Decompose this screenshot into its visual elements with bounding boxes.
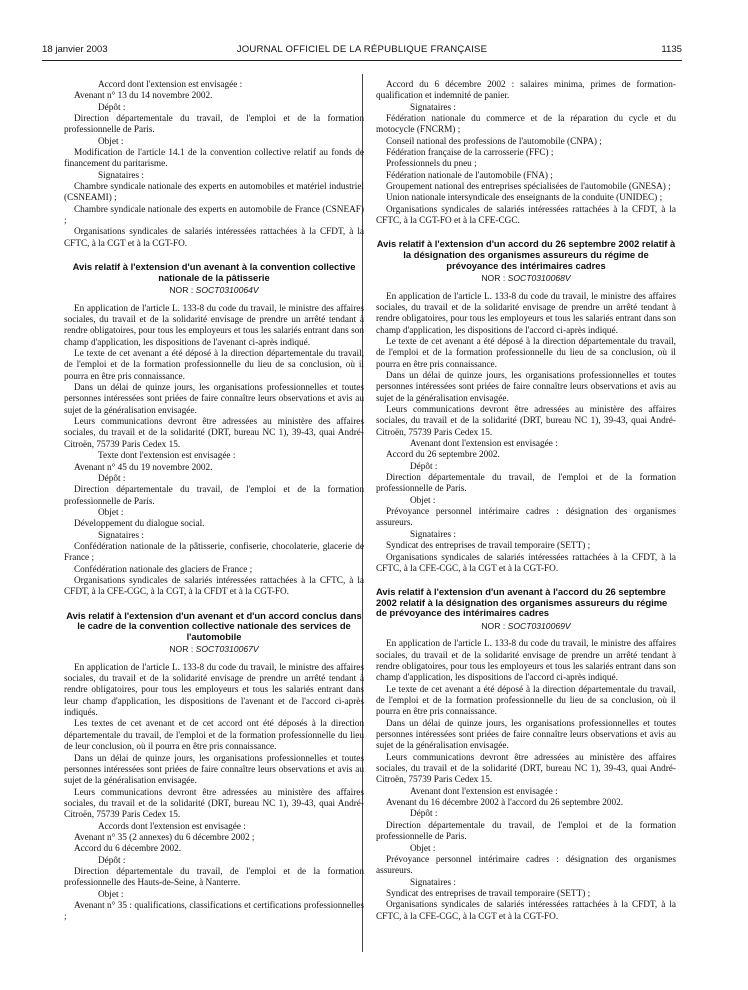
paragraph: Union nationale intersyndicale des enseignants de la conduite (UNIDEC) ; <box>386 193 663 204</box>
paragraph: Direction départementale du travail, de l'emploi et de la formation professionnelle de Paris. <box>64 114 364 136</box>
section-label: Avenant dont l'extension est envisagée : <box>410 439 558 450</box>
paragraph: Prévoyance personnel intérimaire cadres : désignation des organismes assureurs. <box>376 854 676 877</box>
notice-title: Avis relatif à l'extension d'un avenant et d'un accord conclus dans le cadre de la convention collective nationale des services de l'automobile <box>66 609 362 642</box>
nor-reference <box>376 621 676 632</box>
section-label: Accords dont l'extension est envisagée : <box>98 821 246 832</box>
paragraph: Chambre syndicale nationale des experts en automobiles et matériel industriel (CSNEAMI) ; <box>64 182 364 204</box>
nor-label: NOR : <box>169 644 194 655</box>
header-journal-title: JOURNAL OFFICIEL DE LA RÉPUBLIQUE FRANÇAISE <box>236 44 488 55</box>
paragraph: Direction départementale du travail, de l'emploi et de la formation professionnelle de Paris. <box>64 485 364 507</box>
paragraph: Modification de l'article 14.1 de la convention collective relatif au fonds de financement du paritarisme. <box>64 148 364 170</box>
nor-code: SOCT0310067V <box>195 644 259 655</box>
paragraph: Organisations syndicales de salariés intéressées rattachées à la CFDT, à la CFTC, à la CFE-CGC, à la CGT et à la CGT-FO. <box>376 900 676 922</box>
nor-reference <box>64 285 364 296</box>
paragraph: Organisations syndicales de salariés intéressées rattachées à la CFTC, à la CFDT, à la CFE-CGC, à la CGT, à la CFDT et à la CGT-FO. <box>64 575 364 598</box>
paragraph: Le texte de cet avenant a été déposé à la direction départementale du travail, de l'emploi et de la formation professionnelle du lieu de sa conclusion, où il pourra en être pris connaissance. <box>64 349 364 382</box>
paragraph: Dans un délai de quinze jours, les organisations professionnelles et toutes personnes intéressées sont priées de faire connaître leurs observations et avis au sujet de la généralisation envisagée. <box>64 383 364 416</box>
section-label: Signataires : <box>410 529 456 540</box>
section-label: Dépôt : <box>410 461 438 472</box>
paragraph: En application de l'article L. 133-8 du code du travail, le ministre des affaires sociales, du travail et de la solidarité envisage de prendre un arrêté tendant à rendre obligatoires, pour tous les employeurs et tous les salariés entrant dans son champ d'application, les dispositions de l'accord ci-après indiqué. <box>376 639 676 684</box>
paragraph: Organisations syndicales de salariés intéressées rattachées à la CFDT, à la CFTC, à la CGT et à la CGT-FO. <box>64 227 364 249</box>
section-label: Dépôt : <box>98 102 126 113</box>
section-label: Objet : <box>98 136 124 147</box>
paragraph: Direction départementale du travail, de l'emploi et de la formation professionnelle de Paris. <box>376 820 676 843</box>
section-label: Objet : <box>410 843 436 854</box>
section-label: Dépôt : <box>410 809 438 820</box>
section-label: Signataires : <box>410 102 456 113</box>
nor-code: SOCT0310069V <box>507 620 571 631</box>
paragraph: Leurs communications devront être adressées au ministère des affaires sociales, du travail et de la solidarité (DRT, bureau NC 1), 39-43, quai André-Citroën, 75739 Paris Cedex 15. <box>376 405 676 438</box>
paragraph: Le texte de cet avenant a été déposé à la direction départementale du travail, de l'emploi et de la formation professionnelle du lieu de sa conclusion, où il pourra en être pris connaissance. <box>376 684 676 718</box>
paragraph: Leurs communications devront être adressées au ministère des affaires sociales, du travail et de la solidarité (DRT, bureau NC 1), 39-43, quai André-Citroën, 75739 Paris Cedex 15. <box>376 752 676 786</box>
left-column <box>64 80 364 924</box>
nor-label: NOR : <box>481 620 506 631</box>
section-label: Avenant dont l'extension est envisagée : <box>410 786 558 797</box>
nor-label: NOR : <box>481 273 506 284</box>
paragraph: Les textes de cet avenant et de cet accord ont été déposés à la direction départementale du travail, de l'emploi et de la formation professionnelle du lieu de leur conclusion, où il pourra en être pris connaissance. <box>64 719 364 753</box>
section-label: Texte dont l'extension est envisagée : <box>98 451 236 462</box>
paragraph: Chambre syndicale nationale des experts en automobile de France (CSNEAF) ; <box>64 204 364 227</box>
section-label: Objet : <box>98 889 124 900</box>
paragraph: Conseil national des professions de l'automobile (CNPA) ; <box>386 136 602 147</box>
paragraph: Avenant n° 13 du 14 novembre 2002. <box>74 91 213 102</box>
nor-reference <box>64 644 364 655</box>
paragraph: Fédération nationale de l'automobile (FNA) ; <box>386 170 553 181</box>
nor-reference <box>376 273 676 284</box>
paragraph: Avenant n° 35 (2 annexes) du 6 décembre 2002 ; <box>74 832 255 843</box>
section-label: Objet : <box>98 507 124 518</box>
paragraph: Le texte de cet avenant a été déposé à la direction départementale du travail, de l'emploi et de la formation professionnelle du lieu de sa conclusion, où il pourra en être pris connaissance. <box>376 336 676 370</box>
paragraph: Avenant n° 35 : qualifications, classifications et certifications professionnelles ; <box>64 900 364 923</box>
paragraph: Accord du 26 septembre 2002. <box>386 450 500 461</box>
section-label: Accord dont l'extension est envisagée : <box>98 80 243 90</box>
paragraph: Dans un délai de quinze jours, les organisations professionnelles et toutes personnes intéressées sont priées de faire connaître leurs observations et avis au sujet de la généralisation envisagée. <box>376 371 676 404</box>
paragraph: Avenant du 16 décembre 2002 à l'accord du 26 septembre 2002. <box>386 798 624 809</box>
nor-code: SOCT0310064V <box>195 285 259 296</box>
section-label: Signataires : <box>98 530 144 541</box>
notice-title: Avis relatif à l'extension d'un avenant à l'accord du 26 septembre 2002 relatif à la désignation des organismes assureurs du régime de prévoyance des intérimaires cadres <box>376 586 668 619</box>
section-label: Dépôt : <box>98 855 126 866</box>
paragraph: Syndicat des entreprises de travail temporaire (SETT) ; <box>386 888 591 899</box>
header-date: 18 janvier 2003 <box>42 44 108 55</box>
paragraph: Leurs communications devront être adressées au ministère des affaires sociales, du travail et de la solidarité (DRT, bureau NC 1), 39-43, quai André-Citroën, 75739 Paris Cedex 15. <box>64 417 364 450</box>
paragraph: Leurs communications devront être adressées au ministère des affaires sociales, du travail et de la solidarité (DRT, bureau NC 1), 39-43, quai André-Citroën, 75739 Paris Cedex 15. <box>64 787 364 821</box>
paragraph: Fédération française de la carrosserie (FFC) ; <box>386 148 554 159</box>
paragraph: Groupement national des entreprises spécialisées de l'automobile (GNESA) ; <box>386 182 671 193</box>
section-label: Signataires : <box>410 877 456 888</box>
paragraph: En application de l'article L. 133-8 du code du travail, le ministre des affaires sociales, du travail et de la solidarité envisage de prendre un arrêté tendant à rendre obligatoires, pour tous les employeurs et tous les salariés entrant dans son champ d'application, les dispositions de l'avenant ci-après indiqué. <box>64 303 364 348</box>
paragraph: Syndicat des entreprises de travail temporaire (SETT) ; <box>386 541 591 552</box>
section-label: Signataires : <box>98 170 144 181</box>
right-column <box>376 80 676 923</box>
paragraph: Organisations syndicales de salariés intéressées rattachées à la CFDT, à la CFTC, à la CFE-CGC, à la CGT et à la CGT-FO. <box>376 552 676 574</box>
paragraph: Dans un délai de quinze jours, les organisations professionnelles et toutes personnes intéressées sont priées de faire connaître leurs observations et avis au sujet de la généralisation envisagée. <box>64 753 364 787</box>
paragraph: Professionnels du pneu ; <box>386 159 477 170</box>
paragraph: Organisations syndicales de salariés intéressées rattachées à la CFDT, à la CFTC, à la CGT-FO et à la CFE-CGC. <box>376 204 676 227</box>
paragraph: Développement du dialogue social. <box>74 519 205 530</box>
paragraph: Direction départementale du travail, de l'emploi et de la formation professionnelle des Hauts-de-Seine, à Nanterre. <box>64 866 364 889</box>
paragraph: Dans un délai de quinze jours, les organisations professionnelles et toutes personnes intéressées sont priées de faire connaître leurs observations et avis au sujet de la généralisation envisagée. <box>376 718 676 752</box>
notice-title: Avis relatif à l'extension d'un accord du 26 septembre 2002 relatif à la désignation des organismes assureurs du régime de prévoyance des intérimaires cadres <box>376 238 676 271</box>
header-rule <box>42 60 682 61</box>
section-label: Dépôt : <box>98 473 126 484</box>
page-header <box>42 44 682 60</box>
paragraph: Avenant n° 45 du 19 novembre 2002. <box>74 462 213 473</box>
paragraph: Confédération nationale des glaciers de France ; <box>74 564 253 575</box>
paragraph: Confédération nationale de la pâtisserie, confiserie, chocolaterie, glacerie de France ; <box>64 541 364 564</box>
paragraph: Prévoyance personnel intérimaire cadres : désignation des organismes assureurs. <box>376 507 676 529</box>
paragraph: Direction départementale du travail, de l'emploi et de la formation professionnelle de Paris. <box>376 473 676 495</box>
paragraph: Accord du 6 décembre 2002. <box>74 844 182 855</box>
paragraph: En application de l'article L. 133-8 du code du travail, le ministre des affaires sociales, du travail et de la solidarité envisage de prendre un arrêté tendant à rendre obligatoires, pour tous les employeurs et tous les salariés entrant dans leur champ d'application, les dispositions de l'avenant et de l'accord ci-après indiqués. <box>64 662 364 719</box>
paragraph: Fédération nationale du commerce et de la réparation du cycle et du motocycle (FNCRM) ; <box>376 114 676 136</box>
section-label: Objet : <box>410 495 436 506</box>
nor-label: NOR : <box>169 285 194 296</box>
header-page-number: 1135 <box>661 44 682 55</box>
paragraph: Accord du 6 décembre 2002 : salaires minima, primes de formation-qualification et indemnité de panier. <box>376 80 676 102</box>
nor-code: SOCT0310068V <box>507 273 571 284</box>
paragraph: En application de l'article L. 133-8 du code du travail, le ministre des affaires sociales, du travail et de la solidarité envisage de prendre un arrêté tendant à rendre obligatoires, pour tous les employeurs et tous les salariés entrant dans son champ d'application, les dispositions de l'accord ci-après indiqué. <box>376 291 676 336</box>
notice-title: Avis relatif à l'extension d'un avenant à la convention collective nationale de la pâtisserie <box>72 261 356 283</box>
